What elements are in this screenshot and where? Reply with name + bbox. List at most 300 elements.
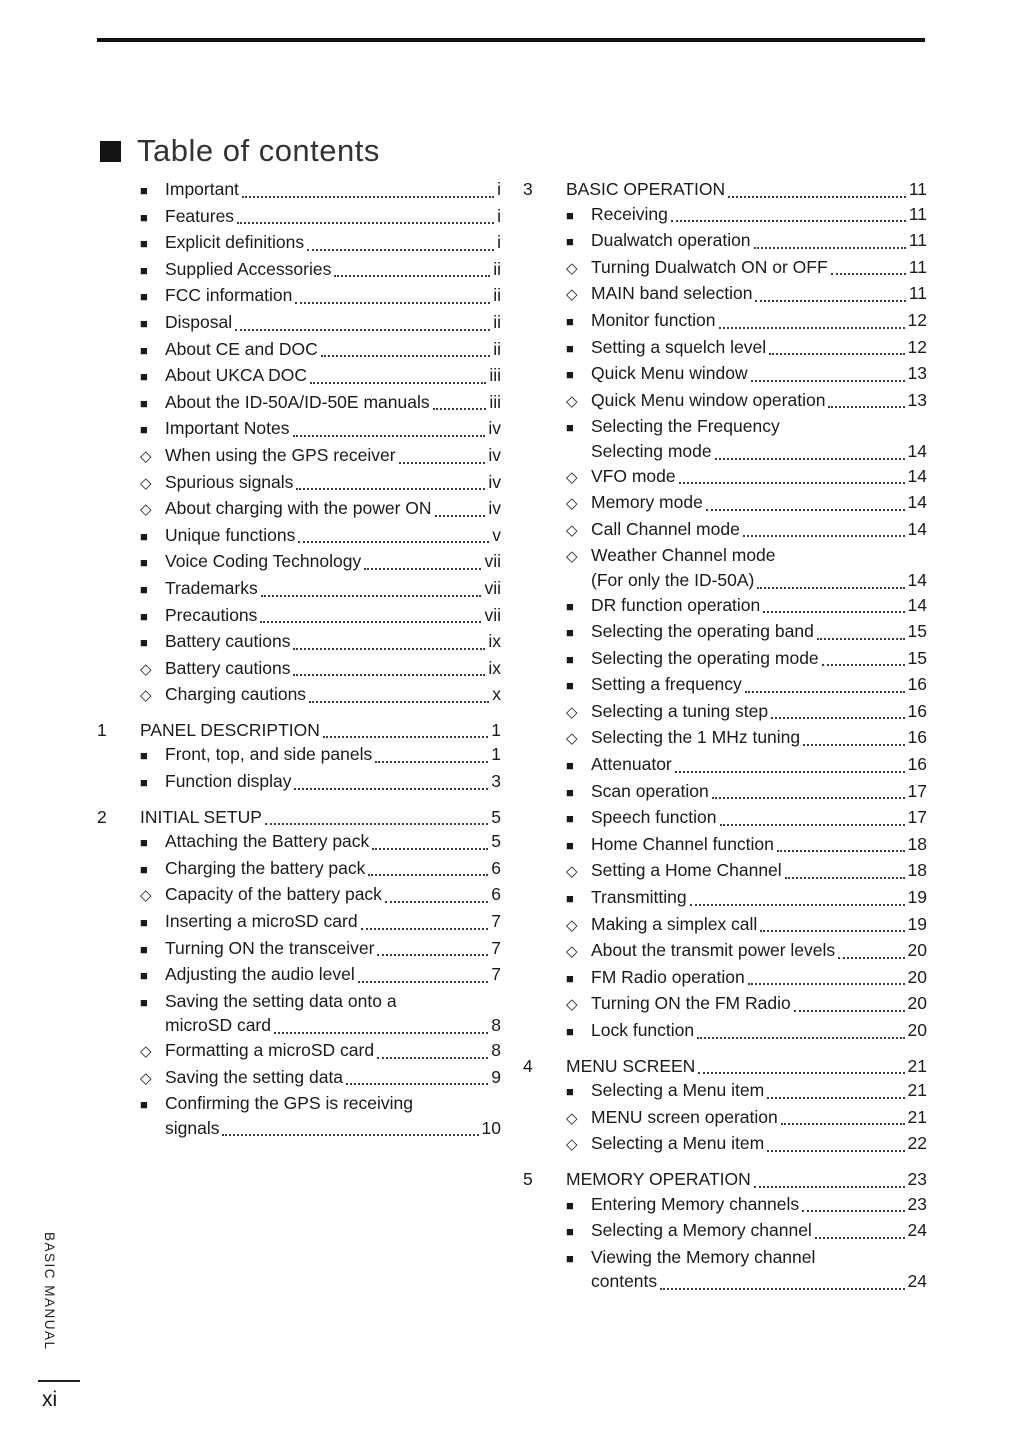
toc-entry-text: Transmitting bbox=[591, 887, 687, 908]
toc-entry-row bbox=[566, 255, 927, 282]
square-bullet-icon: ■ bbox=[140, 183, 148, 198]
toc-entry-row bbox=[140, 603, 501, 630]
toc-entry-text: Adjusting the audio level bbox=[165, 964, 355, 985]
dot-leader bbox=[769, 353, 904, 355]
toc-chapter-row bbox=[523, 1054, 927, 1079]
toc-entry-page: vii bbox=[484, 551, 501, 572]
toc-entry-body bbox=[591, 464, 927, 489]
toc-entry-text: Selecting a Menu item bbox=[591, 1133, 765, 1154]
toc-line bbox=[591, 672, 927, 697]
dot-leader bbox=[822, 664, 905, 666]
toc-entry-text: Turning Dualwatch ON or OFF bbox=[591, 256, 828, 277]
square-bullet-icon: ■ bbox=[140, 915, 148, 931]
square-bullet-icon: ■ bbox=[566, 758, 574, 774]
toc-entry-text: About the ID-50A/ID-50E manuals bbox=[165, 391, 430, 412]
diamond-bullet-icon: ◇ bbox=[566, 392, 578, 410]
diamond-bullet-icon: ◇ bbox=[140, 660, 152, 678]
toc-entry-body bbox=[591, 490, 927, 515]
square-bullet-icon: ■ bbox=[140, 635, 148, 651]
toc-entry-page: 14 bbox=[907, 465, 927, 486]
dot-leader bbox=[372, 848, 488, 850]
dot-leader bbox=[720, 824, 905, 826]
toc-entry-page: 23 bbox=[907, 1193, 927, 1214]
toc-line bbox=[591, 1078, 927, 1103]
toc-line bbox=[165, 1013, 501, 1038]
toc-line bbox=[591, 543, 927, 568]
toc-entry-text: Selecting the Frequency bbox=[591, 416, 780, 437]
dot-leader bbox=[803, 744, 904, 746]
toc-entry-row bbox=[566, 1245, 927, 1294]
toc-line bbox=[165, 283, 501, 308]
toc-entry-row bbox=[566, 228, 927, 255]
toc-entry-text: PANEL DESCRIPTION bbox=[140, 719, 320, 740]
dot-leader bbox=[435, 515, 486, 517]
footer-rule bbox=[38, 1380, 80, 1382]
toc-entry-page: ii bbox=[493, 285, 501, 306]
toc-entry-text: Turning ON the transceiver bbox=[165, 937, 375, 958]
toc-line bbox=[591, 832, 927, 857]
dot-leader bbox=[310, 382, 486, 384]
toc-entry-row bbox=[140, 989, 501, 1038]
dot-leader bbox=[293, 435, 486, 437]
square-bullet-icon: ■ bbox=[566, 970, 574, 986]
toc-entry-row bbox=[140, 310, 501, 337]
toc-entry-text: Attenuator bbox=[591, 754, 672, 775]
toc-line bbox=[140, 718, 501, 743]
dot-leader bbox=[748, 983, 905, 985]
toc-entry-text: Viewing the Memory channel bbox=[591, 1246, 816, 1267]
toc-entry-row bbox=[566, 281, 927, 308]
dot-leader bbox=[260, 621, 481, 623]
toc-entry-page: 3 bbox=[491, 771, 501, 792]
square-bullet-icon: ■ bbox=[140, 608, 148, 624]
dot-leader bbox=[237, 222, 494, 224]
toc-line bbox=[165, 1116, 501, 1141]
diamond-bullet-icon: ◇ bbox=[566, 730, 578, 748]
toc-entry-text: Supplied Accessories bbox=[165, 258, 332, 279]
toc-entry-body bbox=[591, 255, 927, 280]
toc-entry-body bbox=[165, 936, 501, 961]
dot-leader bbox=[222, 1134, 478, 1136]
toc-line bbox=[591, 725, 927, 750]
diamond-bullet-icon: ◇ bbox=[566, 916, 578, 934]
toc-entry-text: Receiving bbox=[591, 203, 668, 224]
chapter-number: 5 bbox=[523, 1168, 533, 1189]
toc-entry-page: i bbox=[497, 179, 501, 199]
square-bullet-icon: ■ bbox=[566, 207, 574, 223]
toc-entry-page: 18 bbox=[907, 860, 927, 881]
toc-entry-row bbox=[566, 991, 927, 1018]
toc-line bbox=[591, 1131, 927, 1156]
square-bullet-icon: ■ bbox=[140, 835, 148, 851]
toc-entry-row bbox=[140, 470, 501, 497]
toc-entry-text: Call Channel mode bbox=[591, 518, 740, 539]
toc-entry-page: 15 bbox=[907, 647, 927, 668]
square-bullet-icon: ■ bbox=[566, 313, 574, 329]
dot-leader bbox=[817, 638, 905, 640]
toc-entry-row bbox=[566, 414, 927, 463]
toc-entry-body bbox=[165, 363, 501, 388]
toc-entry-page: 11 bbox=[908, 230, 927, 251]
chapter-number: 4 bbox=[523, 1055, 533, 1076]
toc-line bbox=[591, 361, 927, 386]
dot-leader bbox=[296, 488, 485, 490]
toc-entry-body bbox=[165, 1091, 501, 1140]
dot-leader bbox=[298, 541, 489, 543]
toc-entry-page: 14 bbox=[907, 518, 927, 539]
toc-entry-page: ii bbox=[493, 258, 501, 279]
toc-entry-row bbox=[140, 576, 501, 603]
diamond-bullet-icon: ◇ bbox=[140, 501, 152, 519]
toc-line bbox=[165, 1091, 501, 1116]
dot-leader bbox=[712, 797, 905, 799]
toc-entry-page: 19 bbox=[907, 887, 927, 908]
toc-line bbox=[591, 255, 927, 280]
toc-entry-page: 6 bbox=[491, 857, 501, 878]
toc-line bbox=[165, 603, 501, 628]
toc-entry-row bbox=[566, 1105, 927, 1132]
toc-entry-page: 14 bbox=[907, 569, 927, 590]
toc-entry-page: 8 bbox=[491, 1015, 501, 1036]
toc-entry-body bbox=[591, 1131, 927, 1156]
square-bullet-icon: ■ bbox=[140, 968, 148, 984]
toc-entry-body bbox=[165, 337, 501, 362]
toc-entry-row bbox=[140, 283, 501, 310]
toc-entry-row bbox=[566, 1192, 927, 1219]
dot-leader bbox=[235, 329, 490, 331]
toc-entry-page: 19 bbox=[907, 913, 927, 934]
toc-entry-body bbox=[165, 177, 501, 202]
dot-leader bbox=[307, 249, 494, 251]
toc-entry-page: 21 bbox=[907, 1055, 927, 1076]
toc-entry-text: Precautions bbox=[165, 604, 258, 625]
diamond-bullet-icon: ◇ bbox=[566, 863, 578, 881]
toc-line bbox=[591, 1018, 927, 1043]
dot-leader bbox=[660, 1288, 904, 1290]
toc-entry-text: Selecting the operating band bbox=[591, 621, 814, 642]
dot-leader bbox=[671, 220, 906, 222]
toc-entry-text: Inserting a microSD card bbox=[165, 911, 358, 932]
toc-entry-row bbox=[566, 543, 927, 592]
toc-entry-row bbox=[140, 882, 501, 909]
toc-entry-row bbox=[566, 335, 927, 362]
square-bullet-icon: ■ bbox=[140, 422, 148, 438]
toc-entry-page: 21 bbox=[907, 1106, 927, 1127]
toc-line bbox=[165, 1065, 501, 1090]
toc-entry-text: Battery cautions bbox=[165, 631, 291, 652]
toc-line bbox=[165, 769, 501, 794]
toc-entry-row bbox=[566, 832, 927, 859]
dot-leader bbox=[751, 380, 905, 382]
toc-entry-text: Setting a Home Channel bbox=[591, 860, 782, 881]
toc-entry-body bbox=[165, 470, 501, 495]
toc-columns bbox=[97, 177, 927, 1294]
toc-line bbox=[591, 752, 927, 777]
dot-leader bbox=[767, 1097, 904, 1099]
toc-entry-body bbox=[591, 725, 927, 750]
toc-entry-text: FM Radio operation bbox=[591, 966, 745, 987]
square-bullet-icon: ■ bbox=[566, 1084, 574, 1100]
toc-entry-body bbox=[591, 965, 927, 990]
diamond-bullet-icon: ◇ bbox=[140, 1043, 152, 1060]
toc-entry-body bbox=[165, 283, 501, 308]
toc-entry-page: i bbox=[497, 205, 501, 226]
toc-line bbox=[591, 308, 927, 333]
diamond-bullet-icon: ◇ bbox=[140, 887, 152, 905]
toc-entry-row bbox=[140, 656, 501, 683]
diamond-bullet-icon: ◇ bbox=[140, 687, 152, 705]
toc-entry-row bbox=[566, 308, 927, 335]
toc-entry-row bbox=[140, 416, 501, 443]
toc-entry-body bbox=[591, 388, 927, 413]
toc-line bbox=[165, 656, 501, 681]
toc-line bbox=[165, 629, 501, 654]
square-bullet-icon: ■ bbox=[140, 369, 148, 385]
toc-entry-body bbox=[165, 257, 501, 282]
toc-chapter-row bbox=[523, 1167, 927, 1192]
toc-entry-text: Saving the setting data onto a bbox=[165, 990, 397, 1011]
dot-leader bbox=[785, 877, 905, 879]
dot-leader bbox=[767, 1150, 904, 1152]
toc-entry-text: Making a simplex call bbox=[591, 913, 758, 934]
toc-entry-body bbox=[140, 805, 501, 830]
square-bullet-icon: ■ bbox=[566, 1197, 574, 1213]
toc-entry-page: 14 bbox=[907, 492, 927, 513]
toc-entry-row bbox=[566, 725, 927, 752]
toc-entry-text: contents bbox=[591, 1271, 658, 1292]
toc-entry-body bbox=[591, 593, 927, 618]
toc-entry-text: Quick Menu window operation bbox=[591, 389, 826, 410]
toc-entry-page: 15 bbox=[907, 621, 927, 642]
toc-line bbox=[591, 858, 927, 883]
toc-entry-page: x bbox=[492, 684, 501, 705]
toc-line bbox=[591, 517, 927, 542]
toc-entry-page: i bbox=[497, 232, 501, 253]
toc-entry-row bbox=[140, 177, 501, 204]
toc-entry-row bbox=[566, 805, 927, 832]
toc-entry-page: 12 bbox=[907, 336, 927, 357]
toc-entry-page: 5 bbox=[491, 831, 501, 852]
toc-entry-page: 11 bbox=[908, 256, 927, 277]
toc-entry-row bbox=[140, 523, 501, 550]
toc-entry-row bbox=[566, 361, 927, 388]
toc-line bbox=[591, 1245, 927, 1270]
chapter-number: 1 bbox=[97, 719, 107, 740]
square-bullet-icon: ■ bbox=[140, 581, 148, 597]
toc-entry-page: 17 bbox=[907, 780, 927, 801]
dot-leader bbox=[294, 788, 488, 790]
diamond-bullet-icon: ◇ bbox=[566, 259, 578, 277]
toc-entry-body bbox=[591, 779, 927, 804]
toc-entry-row bbox=[566, 858, 927, 885]
dot-leader bbox=[760, 930, 904, 932]
toc-line bbox=[165, 310, 501, 335]
toc-chapter-row bbox=[97, 805, 501, 830]
diamond-bullet-icon: ◇ bbox=[566, 1109, 578, 1127]
toc-line bbox=[165, 177, 501, 202]
toc-entry-text: Quick Menu window bbox=[591, 363, 748, 384]
toc-entry-page: iv bbox=[488, 444, 501, 465]
toc-entry-page: ii bbox=[493, 338, 501, 359]
toc-entry-row bbox=[140, 443, 501, 470]
toc-entry-text: About CE and DOC bbox=[165, 338, 318, 359]
diamond-bullet-icon: ◇ bbox=[140, 1069, 152, 1087]
toc-entry-body bbox=[591, 699, 927, 724]
dot-leader bbox=[377, 954, 488, 956]
square-bullet-icon: ■ bbox=[566, 625, 574, 641]
toc-entry-body bbox=[591, 517, 927, 542]
toc-line bbox=[591, 646, 927, 671]
toc-entry-text: (For only the ID-50A) bbox=[591, 569, 755, 590]
toc-entry-page: 23 bbox=[907, 1168, 927, 1189]
dot-leader bbox=[828, 406, 904, 408]
toc-line bbox=[165, 416, 501, 441]
toc-entry-text: Monitor function bbox=[591, 309, 716, 330]
dot-leader bbox=[777, 850, 905, 852]
dot-leader bbox=[745, 691, 905, 693]
toc-entry-text: Front, top, and side panels bbox=[165, 744, 373, 765]
toc-entry-row bbox=[566, 779, 927, 806]
toc-line bbox=[591, 1269, 927, 1294]
dot-leader bbox=[771, 717, 904, 719]
diamond-bullet-icon: ◇ bbox=[566, 521, 578, 539]
toc-entry-text: Selecting the operating mode bbox=[591, 647, 819, 668]
toc-entry-row bbox=[566, 912, 927, 939]
toc-entry-body bbox=[591, 414, 927, 463]
square-bullet-icon: ■ bbox=[140, 315, 148, 331]
diamond-bullet-icon: ◇ bbox=[566, 548, 578, 566]
toc-entry-row bbox=[140, 390, 501, 417]
square-bullet-icon: ■ bbox=[566, 811, 574, 827]
toc-entry-text: Weather Channel mode bbox=[591, 545, 776, 566]
toc-entry-body bbox=[591, 1018, 927, 1043]
toc-line bbox=[165, 496, 501, 521]
toc-line bbox=[165, 909, 501, 934]
dot-leader bbox=[675, 771, 905, 773]
toc-entry-text: About the transmit power levels bbox=[591, 940, 836, 961]
toc-line bbox=[591, 593, 927, 618]
square-bullet-icon: ■ bbox=[140, 994, 148, 1010]
toc-entry-page: 20 bbox=[907, 940, 927, 961]
square-bullet-icon: ■ bbox=[566, 1224, 574, 1240]
toc-entry-row bbox=[566, 490, 927, 517]
toc-entry-text: Speech function bbox=[591, 807, 717, 828]
dot-leader bbox=[261, 595, 482, 597]
toc-entry-row bbox=[140, 742, 501, 769]
toc-column-right bbox=[523, 177, 927, 1294]
square-bullet-icon: ■ bbox=[566, 1250, 574, 1266]
page-title-text: Table of contents bbox=[137, 133, 380, 168]
toc-entry-body bbox=[566, 177, 927, 202]
dot-leader bbox=[293, 674, 485, 676]
toc-line bbox=[591, 464, 927, 489]
diamond-bullet-icon: ◇ bbox=[566, 468, 578, 486]
toc-entry-text: Home Channel function bbox=[591, 833, 774, 854]
square-bullet-icon: ■ bbox=[566, 367, 574, 383]
toc-line bbox=[591, 805, 927, 830]
dot-leader bbox=[361, 928, 489, 930]
toc-line bbox=[165, 742, 501, 767]
square-bullet-icon: ■ bbox=[140, 289, 148, 305]
toc-entry-text: MENU screen operation bbox=[591, 1106, 778, 1127]
toc-entry-body bbox=[591, 885, 927, 910]
toc-entry-body bbox=[165, 390, 501, 415]
square-bullet-icon: ■ bbox=[140, 1097, 148, 1113]
toc-entry-body bbox=[165, 856, 501, 881]
toc-line bbox=[591, 490, 927, 515]
toc-line bbox=[165, 576, 501, 601]
dot-leader bbox=[323, 736, 488, 738]
toc-entry-page: 11 bbox=[908, 179, 927, 199]
toc-entry-text: Selecting a tuning step bbox=[591, 700, 769, 721]
toc-entry-row bbox=[566, 1131, 927, 1158]
dot-leader bbox=[242, 196, 494, 198]
toc-line bbox=[165, 936, 501, 961]
top-rule bbox=[97, 38, 925, 42]
toc-line bbox=[165, 470, 501, 495]
square-bullet-icon: ■ bbox=[140, 209, 148, 225]
toc-entry-page: 12 bbox=[907, 309, 927, 330]
page-number: xi bbox=[42, 1388, 58, 1411]
toc-entry-page: iii bbox=[489, 391, 501, 412]
toc-entry-text: Unique functions bbox=[165, 524, 296, 545]
toc-entry-row bbox=[566, 885, 927, 912]
toc-entry-row bbox=[140, 629, 501, 656]
toc-entry-text: MENU SCREEN bbox=[566, 1055, 696, 1076]
toc-entry-body bbox=[591, 1218, 927, 1243]
toc-entry-text: When using the GPS receiver bbox=[165, 444, 396, 465]
dot-leader bbox=[321, 355, 491, 357]
toc-entry-text: signals bbox=[165, 1117, 220, 1138]
toc-entry-body bbox=[591, 672, 927, 697]
toc-line bbox=[165, 337, 501, 362]
toc-entry-row bbox=[566, 593, 927, 620]
dot-leader bbox=[815, 1237, 905, 1239]
toc-entry-text: INITIAL SETUP bbox=[140, 806, 262, 827]
toc-entry-page: 7 bbox=[491, 911, 501, 932]
toc-entry-page: 5 bbox=[491, 806, 501, 827]
toc-entry-page: iii bbox=[489, 365, 501, 386]
toc-line bbox=[591, 202, 927, 227]
toc-entry-page: 16 bbox=[907, 700, 927, 721]
toc-entry-row bbox=[140, 829, 501, 856]
toc-line bbox=[165, 1038, 501, 1063]
toc-entry-body bbox=[591, 752, 927, 777]
toc-entry-text: Setting a squelch level bbox=[591, 336, 767, 357]
dot-leader bbox=[719, 327, 905, 329]
toc-entry-body bbox=[591, 202, 927, 227]
toc-entry-text: Explicit definitions bbox=[165, 232, 305, 253]
dot-leader bbox=[399, 462, 486, 464]
toc-entry-text: Entering Memory channels bbox=[591, 1193, 800, 1214]
toc-entry-body bbox=[591, 832, 927, 857]
toc-entry-page: 24 bbox=[907, 1220, 927, 1241]
toc-entry-body bbox=[165, 682, 501, 707]
toc-line bbox=[591, 281, 927, 306]
toc-entry-row bbox=[140, 257, 501, 284]
toc-entry-text: VFO mode bbox=[591, 465, 676, 486]
toc-column-left bbox=[97, 177, 501, 1294]
toc-chapter-row bbox=[523, 177, 927, 202]
dot-leader bbox=[679, 482, 905, 484]
toc-entry-page: 13 bbox=[907, 389, 927, 410]
toc-entry-text: Charging the battery pack bbox=[165, 857, 366, 878]
toc-entry-row bbox=[140, 549, 501, 576]
toc-entry-row bbox=[566, 1218, 927, 1245]
toc-entry-row bbox=[566, 646, 927, 673]
toc-entry-body bbox=[591, 1105, 927, 1130]
dot-leader bbox=[265, 823, 488, 825]
